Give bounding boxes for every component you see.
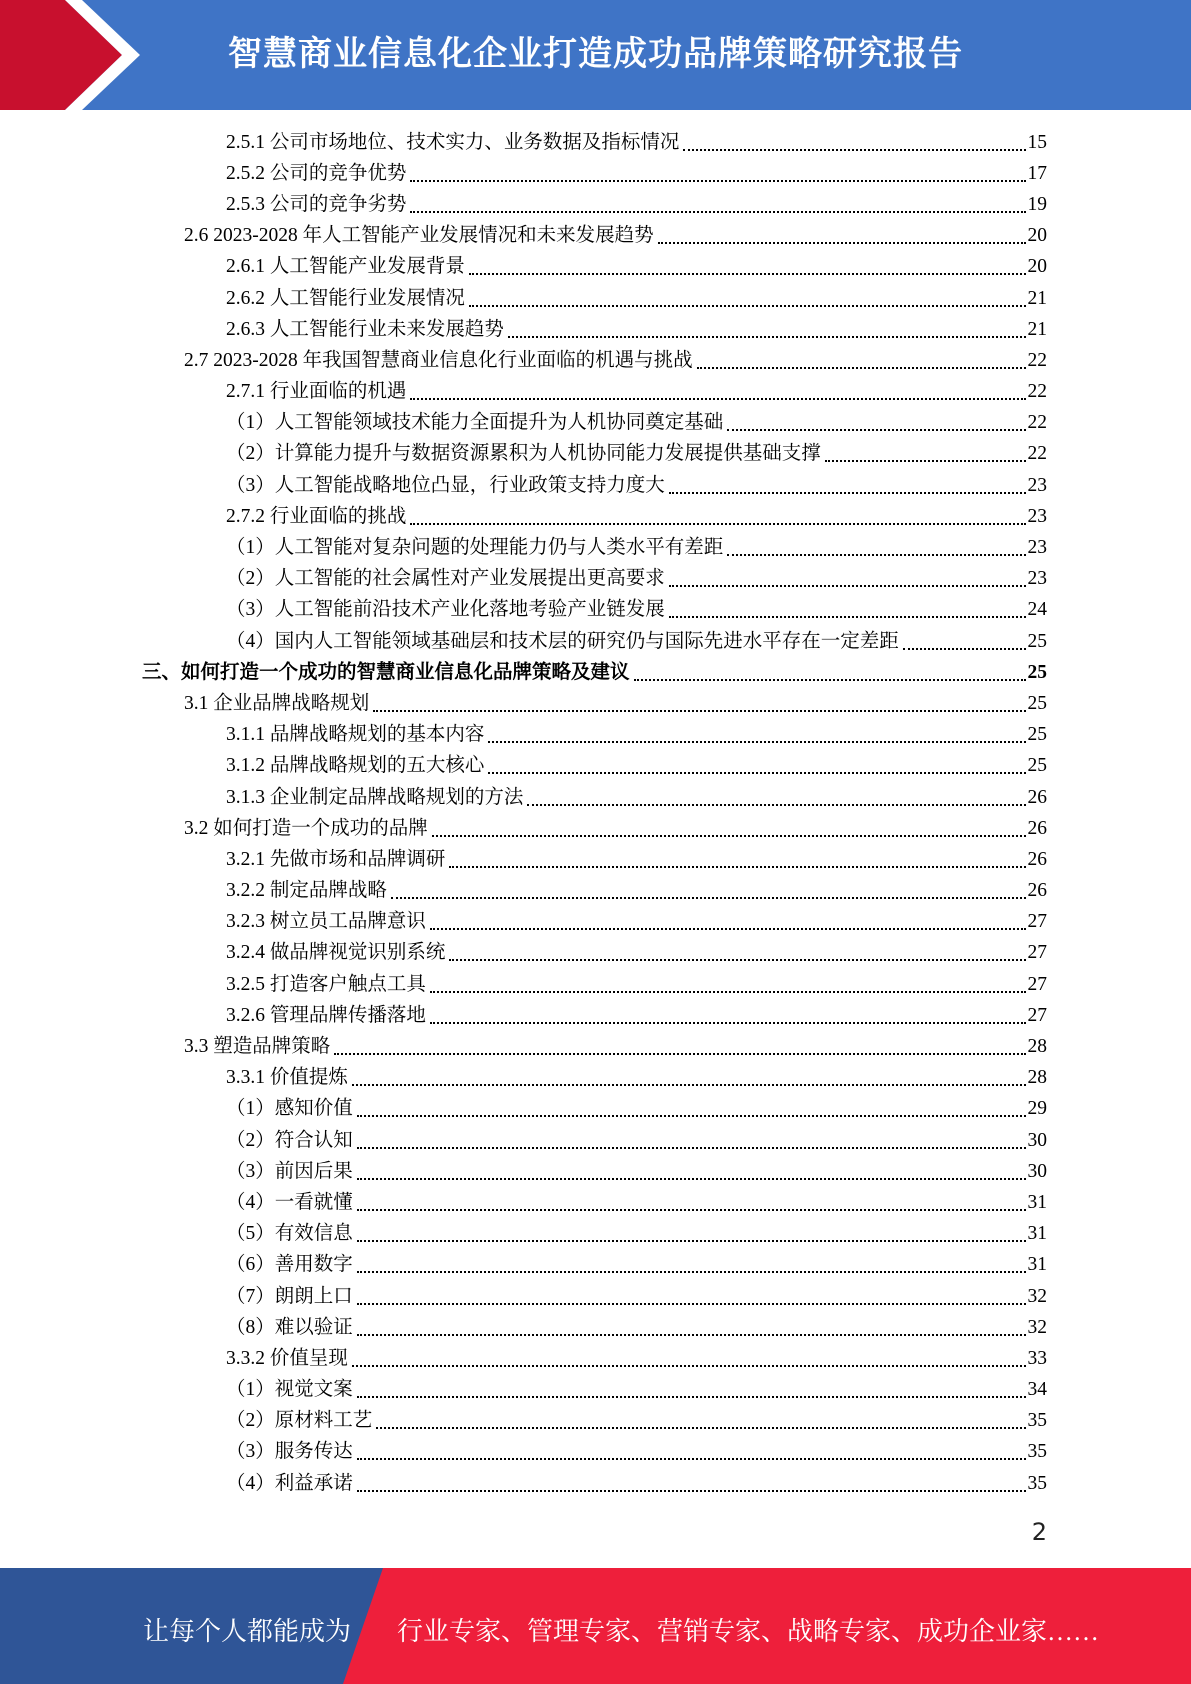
toc-dot-leader (527, 804, 1025, 806)
toc-entry[interactable] (0, 688, 1191, 719)
toc-dot-leader (727, 429, 1025, 431)
toc-entry-page: 28 (1027, 1036, 1047, 1058)
toc-entry[interactable] (0, 720, 1191, 751)
toc-entry[interactable] (0, 1437, 1191, 1468)
toc-dot-leader (508, 336, 1026, 338)
toc-dot-leader (469, 273, 1026, 275)
toc-entry-page: 26 (1027, 817, 1047, 839)
toc-entry-page: 23 (1027, 568, 1047, 590)
toc-dot-leader (357, 1271, 1026, 1273)
toc-entry[interactable] (0, 221, 1191, 252)
toc-entry-title: 3.2.5 打造客户触点工具 (226, 973, 426, 995)
toc-entry-title: 3.2.3 树立员工品牌意识 (226, 911, 426, 933)
toc-entry[interactable] (0, 470, 1191, 501)
toc-dot-leader (410, 398, 1025, 400)
toc-entry-title: （3）人工智能战略地位凸显，行业政策支持力度大 (226, 474, 665, 496)
toc-entry[interactable] (0, 1156, 1191, 1187)
toc-entry[interactable] (0, 938, 1191, 969)
toc-dot-leader (357, 1334, 1026, 1336)
toc-entry[interactable] (0, 189, 1191, 220)
toc-dot-leader (357, 1303, 1026, 1305)
toc-entry-title: 3.2.4 做品牌视觉识别系统 (226, 942, 446, 964)
toc-dot-leader (430, 1022, 1026, 1024)
toc-entry[interactable] (0, 314, 1191, 345)
toc-entry-title: 2.6.2 人工智能行业发展情况 (226, 287, 465, 309)
toc-dot-leader (430, 991, 1026, 993)
toc-entry[interactable] (0, 1281, 1191, 1312)
toc-dot-leader (357, 1490, 1026, 1492)
toc-entry[interactable] (0, 564, 1191, 595)
toc-entry-page: 27 (1027, 942, 1047, 964)
toc-entry-page: 25 (1027, 755, 1047, 777)
toc-entry-page: 31 (1027, 1254, 1047, 1276)
toc-entry-page: 20 (1027, 225, 1047, 247)
toc-dot-leader (432, 835, 1026, 837)
toc-dot-leader (430, 928, 1026, 930)
toc-entry-title: （2）符合认知 (226, 1129, 353, 1151)
toc-entry[interactable] (0, 1468, 1191, 1499)
toc-entry-title: 3.2 如何打造一个成功的品牌 (184, 817, 428, 839)
toc-dot-leader (373, 710, 1025, 712)
toc-dot-leader (410, 180, 1025, 182)
toc-entry[interactable] (0, 345, 1191, 376)
toc-entry-title: （1）感知价值 (226, 1098, 353, 1120)
toc-dot-leader (410, 211, 1025, 213)
toc-entry[interactable] (0, 595, 1191, 626)
toc-entry-page: 26 (1027, 880, 1047, 902)
toc-entry-title: 2.7.1 行业面临的机遇 (226, 381, 407, 403)
toc-entry-page: 25 (1027, 692, 1047, 714)
toc-entry[interactable] (0, 1406, 1191, 1437)
toc-entry-title: （6）善用数字 (226, 1254, 353, 1276)
toc-entry-page: 26 (1027, 848, 1047, 870)
toc-entry-title: （2）原材料工艺 (226, 1410, 373, 1432)
footer-slogan-left: 让每个人都能成为 (143, 1617, 352, 1646)
toc-dot-leader (697, 367, 1026, 369)
toc-entry-title: 2.6.3 人工智能行业未来发展趋势 (226, 318, 504, 340)
toc-entry-page: 25 (1027, 724, 1047, 746)
page-number: 2 (1031, 1518, 1047, 1546)
toc-entry-page: 30 (1027, 1160, 1047, 1182)
toc-entry[interactable] (0, 158, 1191, 189)
toc-entry-title: （7）朗朗上口 (226, 1285, 353, 1307)
toc-entry-title: 3.1.2 品牌战略规划的五大核心 (226, 755, 485, 777)
toc-dot-leader (669, 585, 1026, 587)
report-title: 智慧商业信息化企业打造成功品牌策略研究报告 (228, 34, 963, 74)
toc-dot-leader (334, 1053, 1025, 1055)
toc-entry-page: 29 (1027, 1098, 1047, 1120)
toc-entry-title: 3.2.6 管理品牌传播落地 (226, 1004, 426, 1026)
toc-entry-page: 27 (1027, 911, 1047, 933)
toc-entry[interactable] (0, 439, 1191, 470)
toc-entry[interactable] (0, 907, 1191, 938)
table-of-contents (0, 127, 1191, 1499)
toc-entry-title: 2.6 2023-2028 年人工智能产业发展情况和未来发展趋势 (184, 225, 654, 247)
toc-entry-page: 24 (1027, 599, 1047, 621)
page-footer (0, 1568, 1191, 1684)
toc-entry-page: 34 (1027, 1379, 1047, 1401)
toc-entry[interactable] (0, 626, 1191, 657)
toc-entry[interactable] (0, 751, 1191, 782)
toc-entry-page: 30 (1027, 1129, 1047, 1151)
toc-entry-title: 2.6.1 人工智能产业发展背景 (226, 256, 465, 278)
toc-entry[interactable] (0, 657, 1191, 688)
toc-dot-leader (825, 460, 1026, 462)
toc-entry[interactable] (0, 1000, 1191, 1031)
toc-entry[interactable] (0, 377, 1191, 408)
toc-dot-leader (903, 648, 1026, 650)
toc-entry-title: 3.3.1 价值提炼 (226, 1067, 348, 1089)
toc-entry-page: 21 (1027, 287, 1047, 309)
toc-dot-leader (469, 305, 1026, 307)
toc-entry[interactable] (0, 127, 1191, 158)
toc-entry-title: 3.1 企业品牌战略规划 (184, 692, 370, 714)
toc-dot-leader (357, 1240, 1026, 1242)
toc-entry-page: 23 (1027, 537, 1047, 559)
toc-dot-leader (410, 523, 1025, 525)
toc-entry-page: 22 (1027, 412, 1047, 434)
toc-entry[interactable] (0, 1343, 1191, 1374)
toc-entry-page: 20 (1027, 256, 1047, 278)
toc-dot-leader (658, 242, 1026, 244)
footer-slogan-right: 行业专家、管理专家、营销专家、战略专家、成功企业家…… (397, 1617, 1100, 1646)
toc-entry[interactable] (0, 1063, 1191, 1094)
toc-entry-title: （3）人工智能前沿技术产业化落地考验产业链发展 (226, 599, 665, 621)
toc-entry-title: 2.7 2023-2028 年我国智慧商业信息化行业面临的机遇与挑战 (184, 349, 693, 371)
toc-entry-title: 2.7.2 行业面临的挑战 (226, 505, 407, 527)
toc-entry-title: 2.5.2 公司的竞争优势 (226, 162, 407, 184)
toc-entry-title: 3.3 塑造品牌策略 (184, 1036, 331, 1058)
toc-entry-page: 32 (1027, 1285, 1047, 1307)
toc-dot-leader (357, 1115, 1026, 1117)
toc-entry[interactable] (0, 1312, 1191, 1343)
toc-entry-page: 35 (1027, 1410, 1047, 1432)
toc-entry[interactable] (0, 408, 1191, 439)
toc-entry[interactable] (0, 1125, 1191, 1156)
toc-entry-title: 2.5.3 公司的竞争劣势 (226, 193, 407, 215)
toc-entry-title: （1）人工智能对复杂问题的处理能力仍与人类水平有差距 (226, 537, 724, 559)
toc-entry-page: 23 (1027, 505, 1047, 527)
toc-entry-page: 35 (1027, 1472, 1047, 1494)
toc-entry-page: 33 (1027, 1347, 1047, 1369)
toc-entry-page: 31 (1027, 1191, 1047, 1213)
toc-entry-page: 35 (1027, 1441, 1047, 1463)
toc-entry[interactable] (0, 1219, 1191, 1250)
toc-dot-leader (357, 1209, 1026, 1211)
toc-dot-leader (357, 1147, 1026, 1149)
toc-dot-leader (376, 1427, 1025, 1429)
toc-entry-page: 27 (1027, 1004, 1047, 1026)
header-arrow-decoration (0, 0, 200, 110)
toc-entry-page: 25 (1027, 630, 1047, 652)
toc-entry-page: 22 (1027, 381, 1047, 403)
toc-entry[interactable] (0, 252, 1191, 283)
toc-entry-page: 22 (1027, 443, 1047, 465)
toc-entry[interactable] (0, 283, 1191, 314)
toc-entry[interactable] (0, 1375, 1191, 1406)
toc-dot-leader (488, 741, 1025, 743)
toc-dot-leader (352, 1365, 1026, 1367)
toc-dot-leader (634, 679, 1026, 681)
toc-dot-leader (449, 959, 1025, 961)
toc-entry-page: 23 (1027, 474, 1047, 496)
toc-entry-title: 3.2.2 制定品牌战略 (226, 880, 387, 902)
toc-dot-leader (669, 492, 1026, 494)
toc-entry-title: （4）一看就懂 (226, 1191, 353, 1213)
toc-dot-leader (669, 616, 1026, 618)
toc-entry[interactable] (0, 1250, 1191, 1281)
toc-entry-title: 3.1.3 企业制定品牌战略规划的方法 (226, 786, 524, 808)
toc-entry-page: 19 (1027, 193, 1047, 215)
toc-entry-title: （2）计算能力提升与数据资源累积为人机协同能力发展提供基础支撑 (226, 443, 821, 465)
toc-entry-page: 21 (1027, 318, 1047, 340)
toc-entry-title: （5）有效信息 (226, 1223, 353, 1245)
toc-entry[interactable] (0, 844, 1191, 875)
toc-entry-page: 27 (1027, 973, 1047, 995)
toc-entry-title: （4）国内人工智能领域基础层和技术层的研究仍与国际先进水平存在一定差距 (226, 630, 899, 652)
toc-entry-title: （4）利益承诺 (226, 1472, 353, 1494)
toc-entry-title: （2）人工智能的社会属性对产业发展提出更高要求 (226, 568, 665, 590)
toc-entry-title: 3.3.2 价值呈现 (226, 1347, 348, 1369)
toc-dot-leader (352, 1084, 1026, 1086)
toc-dot-leader (391, 897, 1026, 899)
toc-dot-leader (357, 1396, 1026, 1398)
toc-entry-page: 25 (1027, 661, 1047, 683)
toc-dot-leader (357, 1458, 1026, 1460)
toc-entry-title: 3.1.1 品牌战略规划的基本内容 (226, 724, 485, 746)
toc-entry-page: 26 (1027, 786, 1047, 808)
toc-dot-leader (449, 866, 1025, 868)
toc-entry[interactable] (0, 969, 1191, 1000)
toc-entry[interactable] (0, 813, 1191, 844)
toc-dot-leader (357, 1178, 1026, 1180)
toc-entry-page: 31 (1027, 1223, 1047, 1245)
toc-entry-title: （1）人工智能领域技术能力全面提升为人机协同奠定基础 (226, 412, 724, 434)
toc-dot-leader (727, 554, 1025, 556)
toc-entry[interactable] (0, 782, 1191, 813)
toc-entry-title: 三、如何打造一个成功的智慧商业信息化品牌策略及建议 (142, 661, 630, 683)
report-header (0, 0, 1191, 110)
toc-entry[interactable] (0, 1094, 1191, 1125)
toc-entry-page: 17 (1027, 162, 1047, 184)
toc-entry-title: 3.2.1 先做市场和品牌调研 (226, 848, 446, 870)
toc-dot-leader (683, 149, 1025, 151)
toc-entry-page: 15 (1027, 131, 1047, 153)
toc-entry[interactable] (0, 1031, 1191, 1062)
toc-entry[interactable] (0, 1187, 1191, 1218)
toc-entry[interactable] (0, 532, 1191, 563)
toc-entry-page: 32 (1027, 1316, 1047, 1338)
toc-entry-title: （8）难以验证 (226, 1316, 353, 1338)
toc-dot-leader (488, 772, 1025, 774)
toc-entry[interactable] (0, 876, 1191, 907)
toc-entry-page: 28 (1027, 1067, 1047, 1089)
toc-entry-title: 2.5.1 公司市场地位、技术实力、业务数据及指标情况 (226, 131, 680, 153)
toc-entry[interactable] (0, 501, 1191, 532)
toc-entry-title: （3）前因后果 (226, 1160, 353, 1182)
toc-entry-title: （3）服务传达 (226, 1441, 353, 1463)
toc-entry-title: （1）视觉文案 (226, 1379, 353, 1401)
toc-entry-page: 22 (1027, 349, 1047, 371)
